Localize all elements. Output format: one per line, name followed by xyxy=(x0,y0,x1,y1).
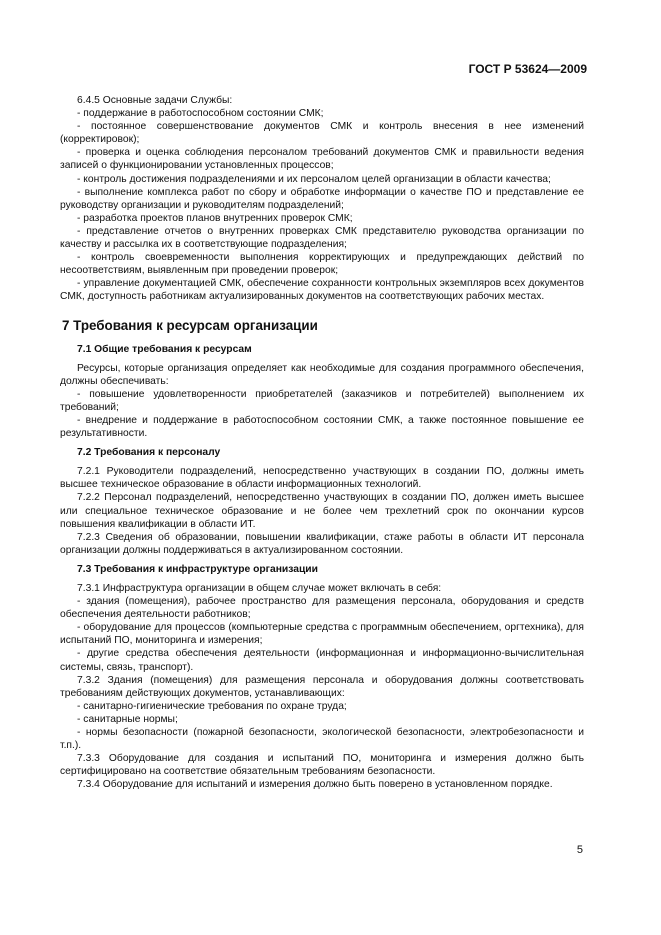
list-item: - здания (помещения), рабочее пространство для размещения персонала, оборудования и средств обеспечения деятельности работников; xyxy=(60,596,584,621)
section-7-2-heading: 7.2 Требования к персоналу xyxy=(77,447,221,459)
paragraph-7-3-4: 7.3.4 Оборудование для испытаний и измерения должно быть поверено в установленном порядке. xyxy=(77,779,553,791)
list-item: - другие средства обеспечения деятельности (информационная и информационно-вычислительная системы, связь, транспорт). xyxy=(60,648,584,673)
list-item: - представление отчетов о внутренних проверках СМК представителю руководства организации по качеству и рассылка их в соответствующие подразделения; xyxy=(60,225,584,251)
list-item: - управление документацией СМК, обеспечение сохранности контрольных экземпляров всех документов СМК, доступность работникам актуализированных документов на соответствующих рабочих местах. xyxy=(60,278,584,303)
page-number: 5 xyxy=(576,844,583,856)
list-item: - постоянное совершенствование документов СМК и контроль внесения в нее изменений (корректировок); xyxy=(60,121,584,146)
paragraph-7-2-3: 7.2.3 Сведения об образовании, повышении квалификации, стаже работы в области ИТ персонала организации должны поддерживаться в актуализированном состоянии. xyxy=(60,531,584,556)
list-item: - оборудование для процессов (компьютерные средства с программным обеспечением, оргтехника), для испытаний ПО, мониторинга и измерения; xyxy=(60,622,584,647)
paragraph-7-2-1: 7.2.1 Руководители подразделений, непосредственно участвующих в создании ПО, должны иметь высшее техническое образование в области информационных технологий. xyxy=(60,466,584,491)
section-7-heading: 7 Требования к ресурсам организации xyxy=(62,317,318,333)
document-code-header: ГОСТ Р 53624—2009 xyxy=(468,62,587,76)
list-item: - выполнение комплекса работ по сбору и обработке информации о качестве ПО и представление ее руководству организации и руководителям подразделений; xyxy=(60,186,584,211)
list-item: - повышение удовлетворенности приобретателей (заказчиков и потребителей) выполнением их требований; xyxy=(60,388,584,413)
list-item: - нормы безопасности (пожарной безопасности, экологической безопасности, электробезопасности и т.п.). xyxy=(60,727,584,752)
list-item: - проверка и оценка соблюдения персоналом требований документов СМК и правильности ведения записей о функционировании установленных процессов; xyxy=(60,147,584,172)
list-item: - поддержание в работоспособном состоянии СМК; xyxy=(77,108,324,120)
list-item: - контроль достижения подразделениями и их персоналом целей организации в области качества; xyxy=(77,173,551,185)
list-item: - контроль своевременности выполнения корректирующих и предупреждающих действий по несоответствиям, выявленным при проведении проверок; xyxy=(60,252,584,277)
section-6-4-5-title: 6.4.5 Основные задачи Службы: xyxy=(77,95,233,106)
paragraph-7-3-1: 7.3.1 Инфраструктура организации в общем случае может включать в себя: xyxy=(77,583,442,594)
list-item: - разработка проектов планов внутренних проверок СМК; xyxy=(77,212,353,224)
paragraph-7-3-2: 7.3.2 Здания (помещения) для размещения персонала и оборудования должны соответствовать требованиям действующих документов, устанавливающих: xyxy=(60,674,584,699)
list-item: - санитарные нормы; xyxy=(77,713,178,725)
document-body xyxy=(60,94,584,792)
section-7-1-heading: 7.1 Общие требования к ресурсам xyxy=(77,343,252,355)
list-item: - внедрение и поддержание в работоспособном состоянии СМК, а также постоянное повышение ее результативности. xyxy=(60,414,584,440)
list-item: - санитарно-гигиенические требования по охране труда; xyxy=(77,700,347,712)
section-7-1-intro: Ресурсы, которые организация определяет как необходимые для создания программного обеспечения, должны обеспечивать: xyxy=(60,362,584,387)
section-7-3-heading: 7.3 Требования к инфраструктуре организации xyxy=(77,563,318,575)
paragraph-7-2-2: 7.2.2 Персонал подразделений, непосредственно участвующих в создании ПО, должен иметь высшее или специальное техническое образование и не более чем трехлетний срок по окончании курсов повышения квалификации в области ИТ. xyxy=(60,492,584,530)
paragraph-7-3-3: 7.3.3 Оборудование для создания и испытаний ПО, мониторинга и измерения должно быть сертифицировано на соответствие обязательным требованиям безопасности. xyxy=(60,753,584,778)
